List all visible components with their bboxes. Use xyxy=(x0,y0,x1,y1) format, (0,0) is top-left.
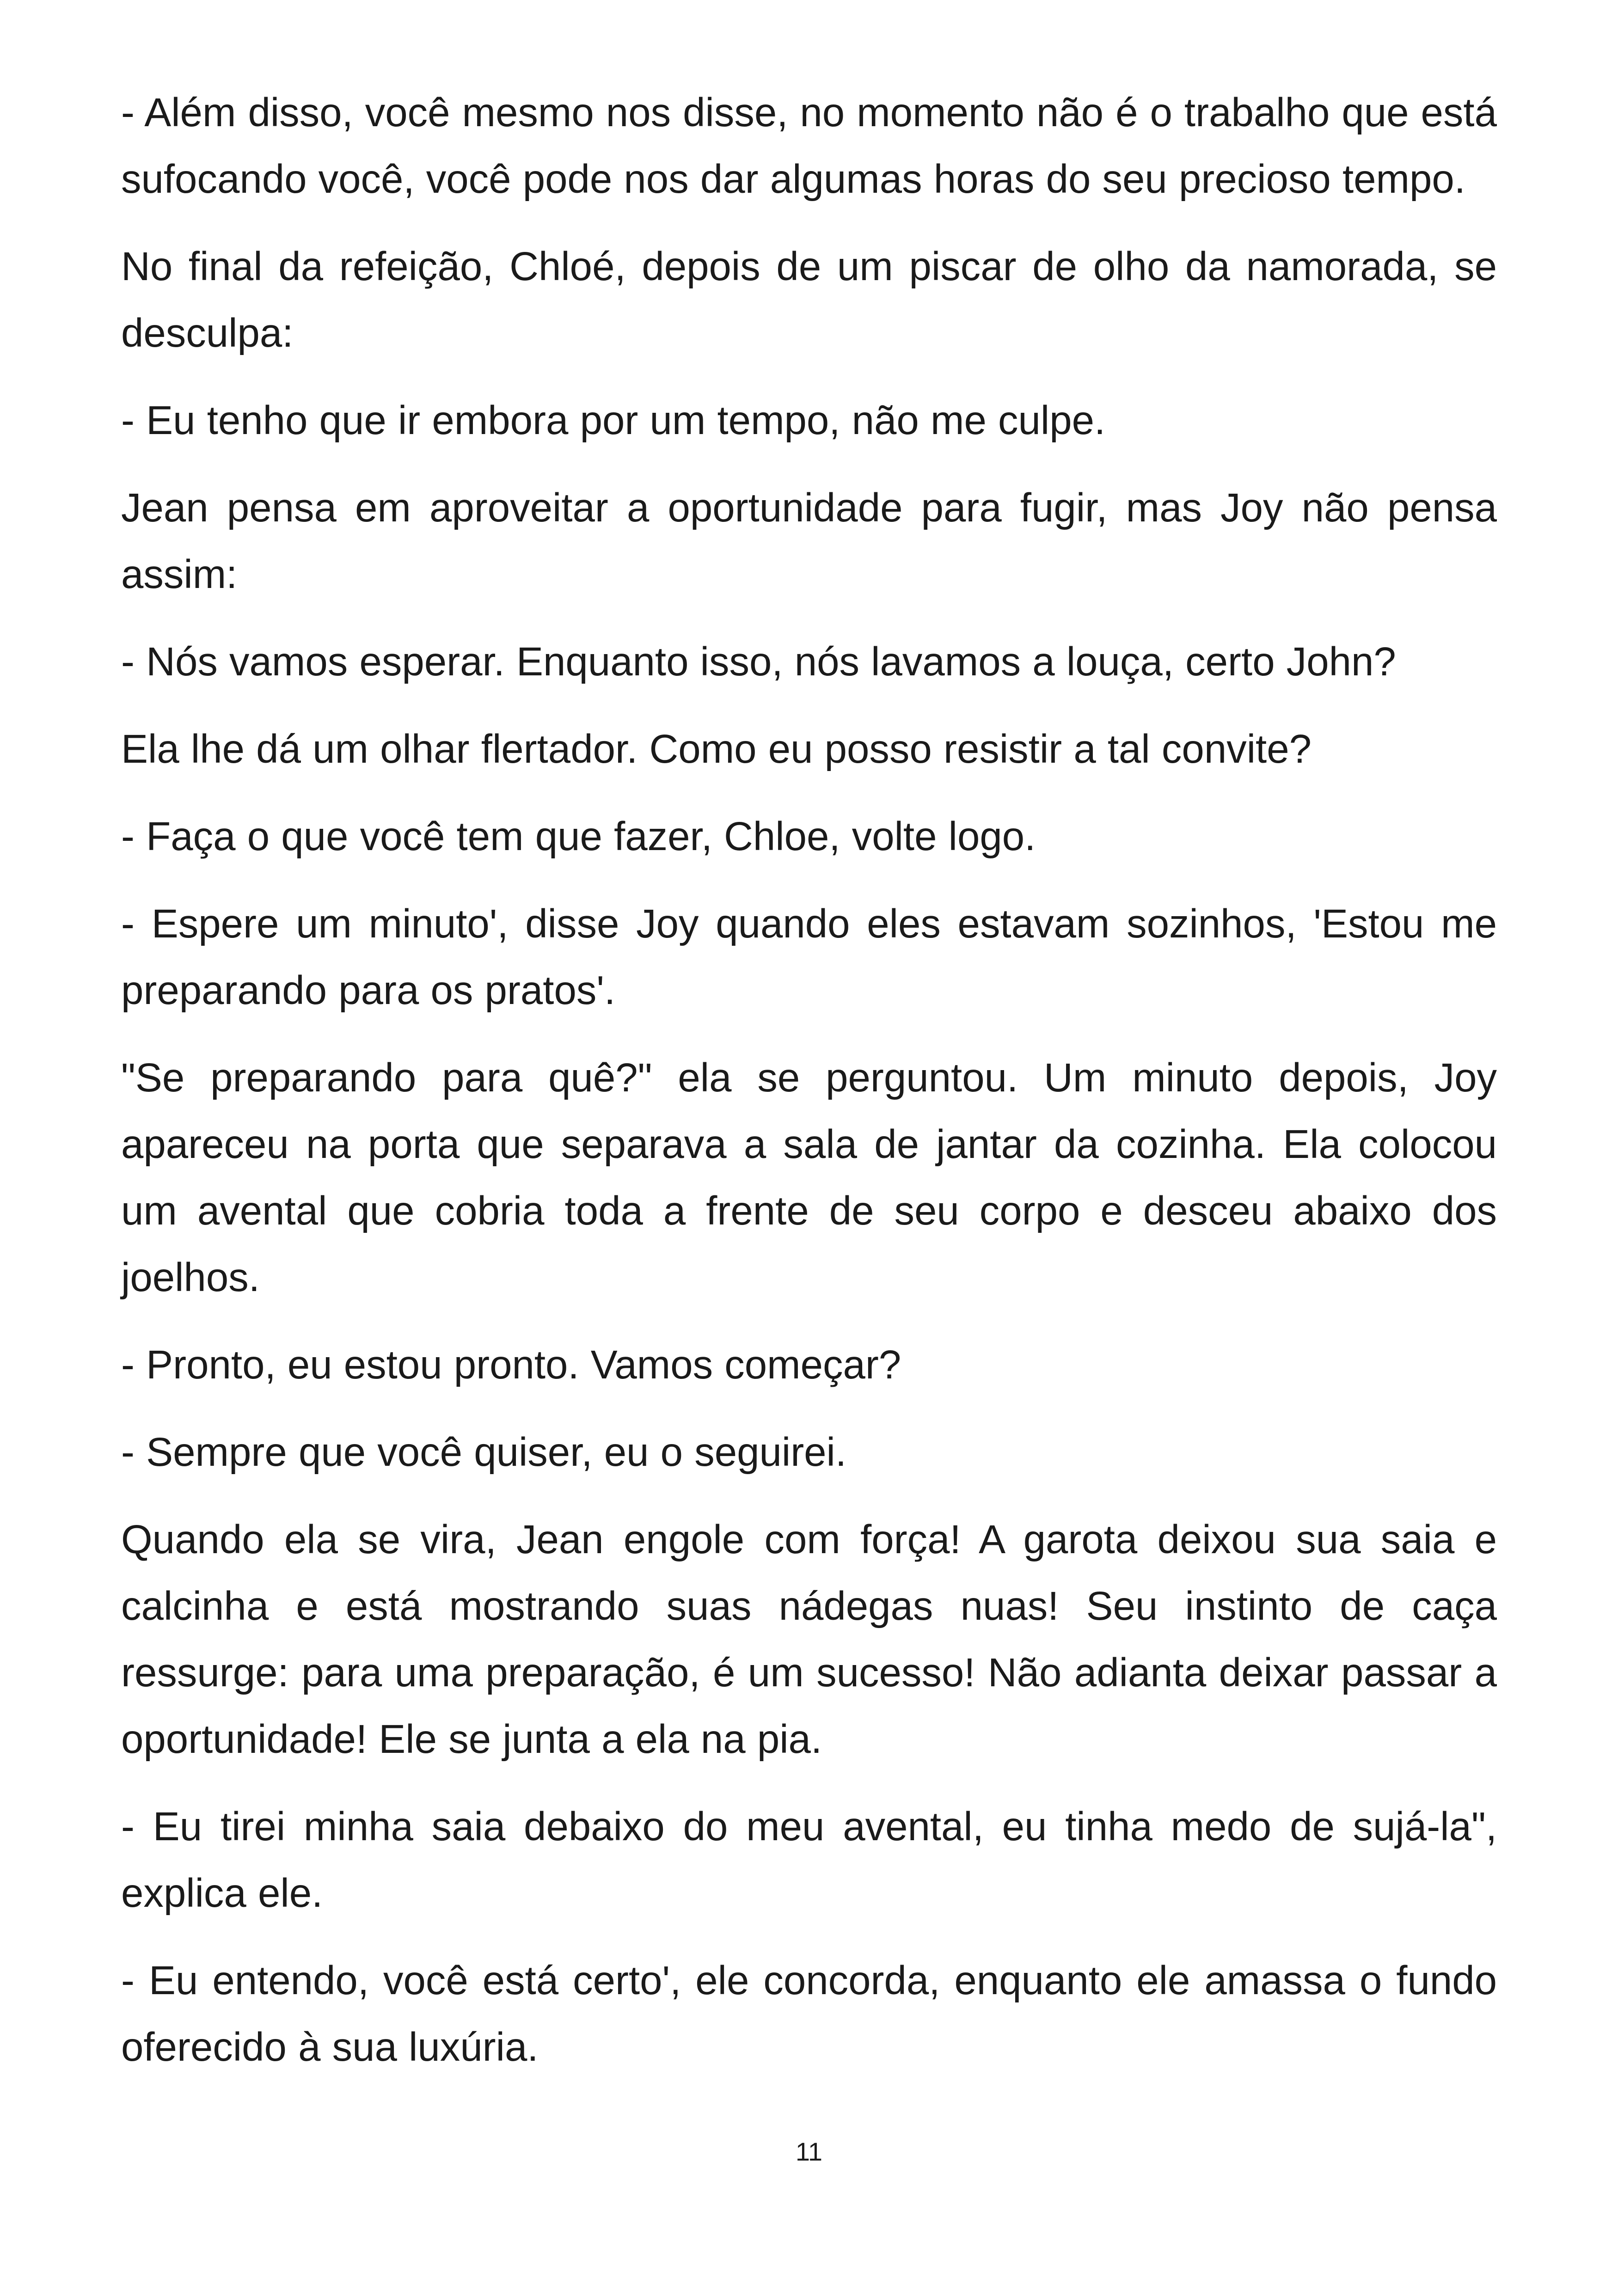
paragraph: - Eu tirei minha saia debaixo do meu avental, eu tinha medo de sujá-la", explica ele. xyxy=(121,1804,1497,1916)
paragraph: - Pronto, eu estou pronto. Vamos começar? xyxy=(121,1342,901,1387)
paragraph: "Se preparando para quê?" ela se perguntou. Um minuto depois, Joy apareceu na porta que separava a sala de jantar da cozinha. Ela colocou um avental que cobria toda a frente de seu corpo e desceu abaixo dos joelhos. xyxy=(121,1055,1497,1300)
paragraph: Ela lhe dá um olhar flertador. Como eu posso resistir a tal convite? xyxy=(121,727,1312,771)
paragraph: No final da refeição, Chloé, depois de um piscar de olho da namorada, se desculpa: xyxy=(121,244,1497,355)
paragraph: Jean pensa em aproveitar a oportunidade para fugir, mas Joy não pensa assim: xyxy=(121,485,1497,597)
paragraph: - Sempre que você quiser, eu o seguirei. xyxy=(121,1430,847,1475)
paragraph: - Eu entendo, você está certo', ele concorda, enquanto ele amassa o fundo oferecido à sua luxúria. xyxy=(121,1958,1497,2069)
paragraph: - Espere um minuto', disse Joy quando eles estavam sozinhos, 'Estou me preparando para os pratos'. xyxy=(121,901,1497,1013)
paragraph: - Nós vamos esperar. Enquanto isso, nós lavamos a louça, certo John? xyxy=(121,639,1396,684)
body-text xyxy=(121,80,1497,2101)
paragraph: - Faça o que você tem que fazer, Chloe, volte logo. xyxy=(121,814,1036,859)
paragraph: - Além disso, você mesmo nos disse, no momento não é o trabalho que está sufocando você, você pode nos dar algumas horas do seu precioso tempo. xyxy=(121,90,1497,202)
paragraph: Quando ela se vira, Jean engole com força! A garota deixou sua saia e calcinha e está mostrando suas nádegas nuas! Seu instinto de caça ressurge: para uma preparação, é um sucesso! Não adianta deixar passar a oportunidade! Ele se junta a ela na pia. xyxy=(121,1517,1497,1762)
page-number: 11 xyxy=(795,2137,823,2166)
paragraph: - Eu tenho que ir embora por um tempo, não me culpe. xyxy=(121,398,1106,443)
